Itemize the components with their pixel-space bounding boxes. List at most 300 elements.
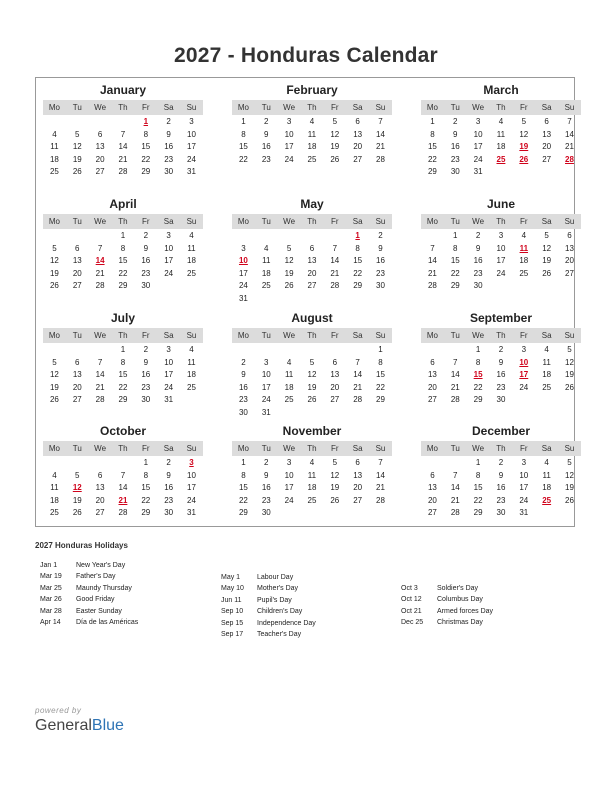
day-cell: 18	[307, 142, 317, 151]
day-cell: 7	[355, 357, 360, 367]
weekday-label: Fr	[331, 103, 339, 112]
week-row	[43, 116, 203, 129]
month-name: February	[286, 83, 338, 97]
holiday-date: Apr 14	[40, 618, 61, 626]
holiday-name: Labour Day	[257, 574, 294, 581]
day-cell: 11	[187, 243, 196, 253]
day-cell: 21	[427, 268, 437, 278]
week-row	[43, 382, 203, 395]
day-cell: 16	[238, 382, 248, 392]
month-days	[421, 457, 581, 520]
empty-day-cell	[535, 394, 558, 407]
day-cell: 26	[307, 395, 317, 404]
holiday-item	[221, 606, 391, 617]
weekday-label: We	[94, 103, 107, 112]
empty-day-cell	[255, 344, 278, 357]
holiday-name: Armed forces Day	[437, 607, 494, 615]
day-cell: 13	[353, 470, 363, 480]
day-cell: 28	[118, 167, 128, 176]
day-cell: 6	[309, 243, 315, 253]
day-cell: 19	[542, 256, 552, 265]
weekday-label: Sa	[163, 103, 174, 112]
day-cell: 9	[498, 357, 504, 367]
day-cell: 16	[450, 142, 460, 151]
empty-day-cell	[255, 230, 278, 243]
day-cell: 7	[120, 470, 126, 480]
weekday-label: We	[472, 217, 485, 226]
week-row	[43, 369, 203, 382]
day-cell: 17	[496, 256, 506, 265]
week-row	[232, 243, 392, 256]
weekday-label: Fr	[520, 331, 528, 340]
empty-day-cell	[512, 394, 535, 407]
week-row	[232, 470, 392, 483]
day-cell: 20	[565, 256, 574, 265]
calendar-grid	[35, 77, 575, 527]
day-cell: 2	[166, 458, 171, 467]
holiday-name: Mother's Day	[257, 585, 299, 593]
holiday-name: New Year's Day	[76, 562, 126, 569]
day-cell: 1	[241, 117, 246, 126]
week-row	[232, 293, 392, 306]
day-cell: 19	[72, 154, 82, 164]
week-row	[43, 154, 203, 167]
day-cell: 24	[496, 268, 506, 278]
weekday-label: Th	[118, 217, 128, 226]
month-name: April	[109, 197, 137, 211]
week-row	[43, 268, 203, 281]
holiday-day: 10	[519, 357, 529, 367]
day-cell: 20	[542, 142, 552, 151]
day-cell: 13	[427, 370, 437, 379]
day-cell: 23	[164, 154, 174, 164]
day-cell: 31	[519, 508, 529, 517]
day-cell: 3	[521, 458, 527, 467]
day-cell: 23	[238, 395, 248, 404]
weekday-label: Su	[564, 444, 575, 453]
day-cell: 8	[241, 470, 246, 480]
day-cell: 11	[307, 129, 317, 139]
day-cell: 29	[376, 395, 385, 404]
day-cell: 4	[544, 345, 549, 354]
day-cell: 14	[376, 129, 385, 139]
empty-day-cell	[421, 457, 444, 470]
day-cell: 7	[378, 458, 383, 467]
weekday-label: Sa	[163, 444, 174, 453]
day-cell: 2	[241, 357, 246, 367]
day-cell: 29	[238, 508, 248, 517]
weekday-label: Mo	[426, 103, 438, 112]
month-days	[421, 116, 581, 179]
holiday-name: Teacher's Day	[257, 630, 302, 638]
holiday-item	[40, 594, 210, 605]
day-cell: 3	[189, 117, 194, 126]
week-row	[43, 141, 203, 154]
month-name: August	[291, 311, 333, 325]
day-cell: 4	[52, 129, 57, 139]
weekday-label: Th	[307, 103, 317, 112]
day-cell: 21	[95, 268, 105, 278]
day-cell: 24	[238, 281, 248, 290]
day-cell: 8	[241, 129, 246, 139]
holiday-day: 14	[95, 256, 105, 265]
day-cell: 23	[450, 154, 460, 164]
day-cell: 27	[353, 154, 363, 164]
week-row	[232, 255, 392, 268]
week-row	[421, 154, 581, 167]
day-cell: 8	[120, 357, 126, 367]
day-cell: 12	[565, 357, 574, 367]
day-cell: 27	[72, 281, 82, 290]
weekday-header	[43, 214, 203, 229]
day-cell: 26	[565, 495, 574, 505]
day-cell: 13	[72, 370, 82, 379]
weekday-label: Su	[375, 103, 386, 112]
empty-day-cell	[66, 116, 89, 129]
empty-day-cell	[255, 293, 278, 306]
logo-general-text: General	[35, 717, 92, 734]
weekday-label: Th	[307, 444, 317, 453]
day-cell: 11	[307, 470, 317, 480]
weekday-label: Su	[186, 444, 197, 453]
week-row	[421, 230, 581, 243]
day-cell: 29	[427, 167, 437, 176]
day-cell: 20	[353, 142, 363, 151]
day-cell: 23	[164, 495, 174, 505]
empty-day-cell	[66, 344, 89, 357]
day-cell: 21	[450, 382, 460, 392]
holiday-name: Christmas Day	[437, 619, 483, 627]
day-cell: 5	[332, 458, 338, 467]
empty-day-cell	[535, 280, 558, 293]
day-cell: 23	[141, 268, 151, 278]
day-cell: 6	[75, 243, 80, 253]
holiday-date: May 1	[221, 574, 241, 581]
day-cell: 2	[143, 231, 149, 240]
weekday-label: We	[472, 331, 485, 340]
day-cell: 23	[496, 495, 506, 505]
day-cell: 3	[286, 458, 292, 467]
weekday-label: We	[94, 444, 107, 453]
weekday-label: We	[472, 444, 485, 453]
week-row	[43, 255, 203, 268]
day-cell: 3	[521, 345, 527, 354]
day-cell: 26	[49, 395, 59, 404]
day-cell: 15	[450, 256, 460, 265]
empty-day-cell	[512, 166, 535, 179]
day-cell: 11	[50, 483, 59, 492]
day-cell: 12	[330, 129, 340, 139]
day-cell: 28	[450, 395, 460, 404]
day-cell: 17	[187, 483, 196, 492]
day-cell: 5	[286, 243, 292, 253]
day-cell: 28	[376, 154, 385, 164]
day-cell: 5	[75, 470, 80, 480]
day-cell: 12	[565, 470, 574, 480]
day-cell: 13	[95, 142, 105, 151]
day-cell: 1	[475, 458, 481, 467]
day-cell: 25	[187, 268, 196, 278]
day-cell: 17	[284, 142, 294, 151]
weekday-label: Su	[564, 217, 575, 226]
week-row	[43, 344, 203, 357]
holiday-day: 11	[519, 243, 529, 253]
week-row	[232, 141, 392, 154]
weekday-label: Tu	[72, 331, 82, 340]
day-cell: 23	[473, 268, 483, 278]
day-cell: 19	[330, 142, 340, 151]
holiday-item	[221, 572, 391, 583]
day-cell: 4	[286, 357, 292, 367]
day-cell: 19	[49, 268, 59, 278]
day-cell: 25	[49, 508, 59, 517]
month-name: November	[282, 424, 342, 438]
weekday-label: Sa	[541, 103, 552, 112]
weekday-header	[232, 441, 392, 456]
day-cell: 9	[378, 243, 383, 253]
day-cell: 22	[427, 154, 437, 164]
day-cell: 10	[261, 370, 271, 379]
holiday-item	[221, 595, 391, 606]
empty-day-cell	[66, 457, 89, 470]
empty-day-cell	[301, 407, 324, 420]
month-november	[232, 424, 392, 536]
day-cell: 1	[430, 117, 435, 126]
weekday-label: Tu	[450, 217, 460, 226]
day-cell: 3	[166, 231, 171, 240]
holiday-date: Sep 17	[221, 630, 244, 638]
day-cell: 22	[141, 495, 151, 505]
day-cell: 4	[544, 458, 549, 467]
day-cell: 16	[376, 256, 385, 265]
empty-day-cell	[43, 116, 66, 129]
weekday-label: Tu	[72, 103, 82, 112]
day-cell: 27	[353, 495, 363, 505]
day-cell: 28	[427, 281, 437, 290]
week-row	[421, 482, 581, 495]
day-cell: 8	[143, 470, 149, 480]
holiday-name: Independence Day	[257, 619, 316, 627]
weekday-label: Su	[186, 217, 197, 226]
day-cell: 17	[473, 142, 483, 151]
day-cell: 13	[72, 256, 82, 265]
weekday-label: Su	[375, 217, 386, 226]
day-cell: 11	[542, 470, 551, 480]
weekday-label: Th	[118, 331, 128, 340]
holiday-date: Oct 21	[401, 607, 422, 615]
day-cell: 8	[355, 243, 360, 253]
day-cell: 24	[187, 495, 196, 505]
empty-day-cell	[43, 344, 66, 357]
week-row	[421, 507, 581, 520]
day-cell: 3	[166, 345, 171, 354]
day-cell: 22	[353, 268, 363, 278]
day-cell: 14	[376, 470, 385, 480]
week-row	[232, 482, 392, 495]
week-row	[43, 357, 203, 370]
day-cell: 23	[496, 382, 506, 392]
empty-day-cell	[89, 344, 112, 357]
day-cell: 21	[565, 142, 574, 151]
holiday-day: 28	[565, 154, 574, 164]
empty-day-cell	[558, 166, 581, 179]
day-cell: 13	[95, 483, 105, 492]
day-cell: 14	[330, 256, 340, 265]
weekday-label: Fr	[331, 444, 339, 453]
day-cell: 10	[187, 129, 196, 139]
weekday-label: Fr	[520, 217, 528, 226]
day-cell: 15	[238, 483, 248, 492]
day-cell: 2	[475, 231, 481, 240]
weekday-label: Su	[564, 103, 575, 112]
day-cell: 29	[118, 395, 128, 404]
day-cell: 25	[307, 495, 317, 505]
day-cell: 18	[519, 256, 529, 265]
day-cell: 24	[284, 154, 294, 164]
holiday-item	[40, 560, 210, 571]
day-cell: 17	[519, 483, 529, 492]
day-cell: 8	[120, 243, 126, 253]
weekday-label: Th	[496, 217, 506, 226]
month-december	[421, 424, 581, 536]
day-cell: 15	[118, 370, 128, 379]
weekday-header	[421, 100, 581, 115]
weekday-label: Su	[375, 444, 386, 453]
empty-day-cell	[232, 230, 255, 243]
day-cell: 21	[95, 382, 105, 392]
day-cell: 15	[141, 142, 151, 151]
month-days	[43, 344, 203, 407]
day-cell: 19	[284, 268, 294, 278]
day-cell: 29	[141, 167, 151, 176]
day-cell: 18	[49, 495, 59, 505]
weekday-label: Mo	[426, 444, 438, 453]
day-cell: 22	[473, 495, 483, 505]
day-cell: 11	[262, 256, 271, 265]
week-row	[421, 457, 581, 470]
day-cell: 27	[427, 508, 437, 517]
day-cell: 12	[330, 470, 340, 480]
holiday-item	[401, 583, 571, 594]
day-cell: 7	[430, 243, 435, 253]
day-cell: 5	[567, 458, 572, 467]
day-cell: 10	[164, 243, 174, 253]
weekday-header	[421, 214, 581, 229]
holiday-column	[221, 572, 391, 640]
day-cell: 4	[189, 231, 194, 240]
week-row	[421, 268, 581, 281]
holiday-date: Jun 11	[221, 596, 242, 604]
empty-day-cell	[278, 293, 301, 306]
empty-day-cell	[278, 507, 301, 520]
day-cell: 26	[565, 382, 574, 392]
empty-day-cell	[43, 457, 66, 470]
day-cell: 9	[498, 470, 504, 480]
holiday-name: Pupil's Day	[257, 596, 292, 604]
day-cell: 1	[378, 345, 383, 354]
week-row	[232, 230, 392, 243]
week-row	[232, 280, 392, 293]
holiday-date: Sep 15	[221, 619, 244, 627]
week-row	[232, 357, 392, 370]
day-cell: 16	[261, 483, 271, 492]
day-cell: 5	[52, 357, 57, 367]
day-cell: 2	[378, 231, 383, 240]
month-days	[232, 230, 392, 305]
day-cell: 23	[141, 382, 151, 392]
day-cell: 15	[473, 483, 483, 492]
empty-day-cell	[346, 293, 369, 306]
empty-day-cell	[323, 344, 346, 357]
week-row	[232, 369, 392, 382]
holiday-item	[221, 618, 391, 629]
day-cell: 13	[330, 370, 340, 379]
day-cell: 11	[542, 357, 551, 367]
holiday-date: Mar 28	[40, 607, 62, 615]
day-cell: 25	[542, 382, 552, 392]
weekday-header	[232, 214, 392, 229]
day-cell: 30	[473, 281, 483, 290]
weekday-header	[232, 328, 392, 343]
weekday-label: Sa	[352, 217, 363, 226]
month-days	[43, 116, 203, 179]
weekday-label: Tu	[450, 103, 460, 112]
empty-day-cell	[558, 394, 581, 407]
day-cell: 22	[376, 382, 385, 392]
weekday-label: Mo	[426, 217, 438, 226]
day-cell: 23	[376, 268, 385, 278]
holiday-name: Día de las Américas	[76, 618, 139, 626]
day-cell: 2	[453, 117, 458, 126]
week-row	[232, 457, 392, 470]
holiday-item	[221, 583, 391, 594]
day-cell: 26	[330, 154, 340, 164]
day-cell: 5	[521, 117, 527, 126]
day-cell: 30	[376, 281, 385, 290]
day-cell: 7	[97, 243, 103, 253]
day-cell: 7	[332, 243, 338, 253]
weekday-label: Su	[375, 331, 386, 340]
weekday-label: Sa	[541, 217, 552, 226]
holiday-day: 19	[519, 142, 529, 151]
day-cell: 27	[307, 281, 317, 290]
month-october	[43, 424, 203, 536]
weekday-label: Mo	[48, 103, 60, 112]
week-row	[232, 268, 392, 281]
day-cell: 6	[567, 231, 572, 240]
empty-day-cell	[278, 230, 301, 243]
day-cell: 19	[49, 382, 59, 392]
day-cell: 2	[166, 117, 171, 126]
month-april	[43, 197, 203, 309]
holiday-name: Easter Sunday	[76, 607, 122, 615]
day-cell: 8	[475, 470, 481, 480]
empty-day-cell	[89, 116, 112, 129]
day-cell: 26	[72, 508, 82, 517]
week-row	[421, 129, 581, 142]
weekday-label: Sa	[541, 331, 552, 340]
day-cell: 2	[498, 458, 504, 467]
day-cell: 11	[284, 370, 294, 379]
empty-day-cell	[490, 166, 513, 179]
day-cell: 17	[238, 268, 248, 278]
day-cell: 25	[284, 395, 294, 404]
weekday-label: Mo	[426, 331, 438, 340]
empty-day-cell	[301, 344, 324, 357]
day-cell: 18	[496, 142, 506, 151]
weekday-label: Mo	[237, 444, 249, 453]
day-cell: 14	[450, 370, 460, 379]
